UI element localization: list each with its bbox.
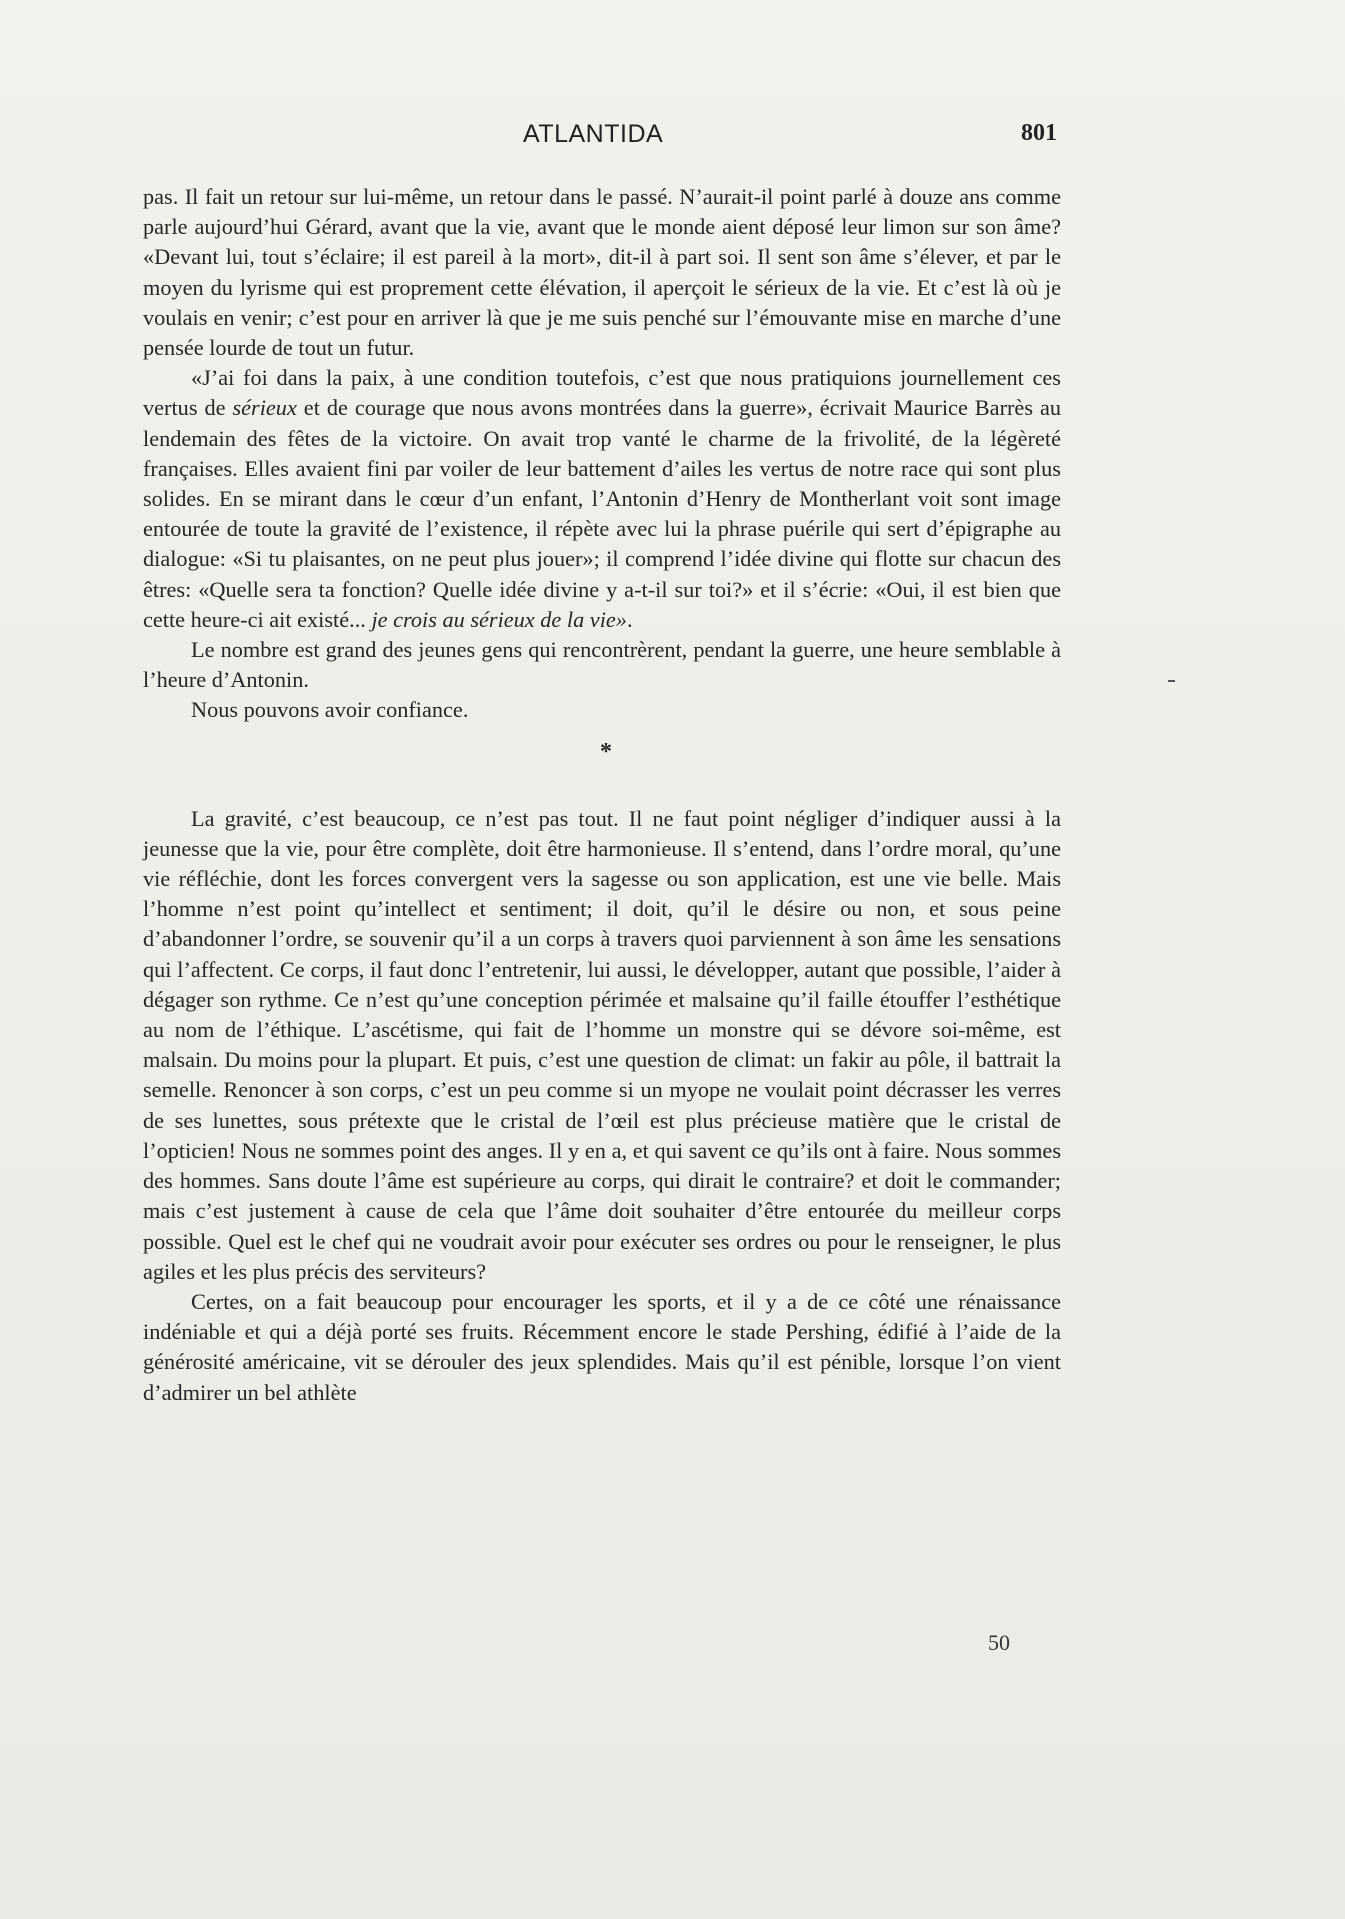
running-head [0,120,1345,160]
paragraph-1: pas. Il fait un retour sur lui-même, un retour dans le passé. N’aurait-il point parlé à douze ans comme parle aujourd’hui Gérard, avant que la vie, avant que le monde aient déposé leur limon sur son âme? «Devant lui, tout s’éclaire; il est pareil à la mort», dit-il à part soi. Il sent son âme s’élever, et par le moyen du lyrisme qui est proprement cette élévation, il aperçoit le sérieux de la vie. Et c’est là où je voulais en venir; c’est pour en arriver là que je me suis penché sur l’émouvante mise en marche d’une pensée lourde de tout un futur. [143,184,1061,361]
running-title: ATLANTIDA [523,120,664,148]
paragraph-5: La gravité, c’est beaucoup, ce n’est pas tout. Il ne faut point négliger d’indiquer aussi à la jeunesse que la vie, pour être complète, doit être harmonieuse. Il s’entend, dans l’ordre moral, qu’une vie réfléchie, dont les forces convergent vers la sagesse ou son application, est une vie belle. Mais l’homme n’est point qu’intellect et sentiment; il doit, qu’il le désire ou non, et sous peine d’abandonner l’ordre, se souvenir qu’il a un corps à travers quoi parviennent à son âme les sensations qui l’affectent. Ce corps, il faut donc l’entretenir, lui aussi, le développer, autant que possible, l’aider à dégager son rythme. Ce n’est qu’une conception périmée et malsaine qu’il faille étouffer l’esthétique au nom de l’éthique. L’ascétisme, qui fait de l’homme un monstre qui se dévore soi-même, est malsain. Du moins pour la plupart. Et puis, c’est une question de climat: un fakir au pôle, il battrait la semelle. Renoncer à son corps, c’est un peu comme si un myope ne voulait point décrasser les verres de ses lunettes, sous prétexte que le cristal de l’œil est plus précieuse matière que le cristal de l’opticien! Nous ne sommes point des anges. Il y en a, et qui savent ce qu’ils ont à faire. Nous sommes des hommes. Sans doute l’âme est supérieure au corps, qui dirait le contraire? et doit le commander; mais c’est justement à cause de cela que l’âme doit souhaiter d’être entourée du meilleur corps possible. Quel est le chef qui ne voudrait avoir pour exécuter ses ordres ou pour le renseigner, le plus agiles et les plus précis des serviteurs? [143,805,1061,1284]
paragraph-2-italic-quote: je crois au sérieux de la vie» [371,606,627,632]
signature-mark: 50 [988,1630,1010,1655]
body-text [143,182,1061,1408]
asterisk: * [600,738,612,765]
paragraph-2-text-a: «J’ai foi dans la paix, à une condition toutefois, c’est que nous pratiquions journellement ces vertus de [143,365,1061,421]
paragraph-2-text-e: . [626,606,633,632]
paragraph-3: Le nombre est grand des jeunes gens qui rencontrèrent, pendant la guerre, une heure semblable à l’heure d’Antonin. [143,637,1061,693]
paragraph-2-italic-serieux: sérieux [232,395,297,421]
margin-dash [1168,680,1175,682]
section-separator [143,726,1061,804]
paragraph-2 [143,363,1061,635]
page-number: 801 [1021,120,1057,146]
paragraph-6: Certes, on a fait beaucoup pour encourager les sports, et il y a de ce côté une rénaissance indéniable et qui a déjà porté ses fruits. Récemment encore le stade Pershing, édifié à l’aide de la générosité américaine, vit se dérouler des jeux splendides. Mais qu’il est pénible, lorsque l’on vient d’admirer un bel athlète [143,1288,1061,1405]
paragraph-4: Nous pouvons avoir confiance. [191,697,469,723]
paragraph-2-text-c: et de courage que nous avons montrées dans la guerre», écrivait Maurice Barrès au lendemain des fêtes de la victoire. On avait trop vanté le charme de la frivolité, de la légèreté françaises. Elles avaient fini par voiler de leur battement d’ailes les vertus de notre race qui sont plus solides. En se mirant dans le cœur d’un enfant, l’Antonin d’Henry de Montherlant voit sont image entourée de toute la gravité de l’existence, il répète avec lui la phrase puérile qui sert d’épigraphe au dialogue: «Si tu plaisantes, on ne peut plus jouer»; il comprend l’idée divine qui flotte sur chacun des êtres: «Quelle sera ta fonction? Quelle idée divine y a-t-il sur toi?» et il s’écrie: «Oui, il est bien que cette heure-ci ait existé... [143,395,1061,632]
